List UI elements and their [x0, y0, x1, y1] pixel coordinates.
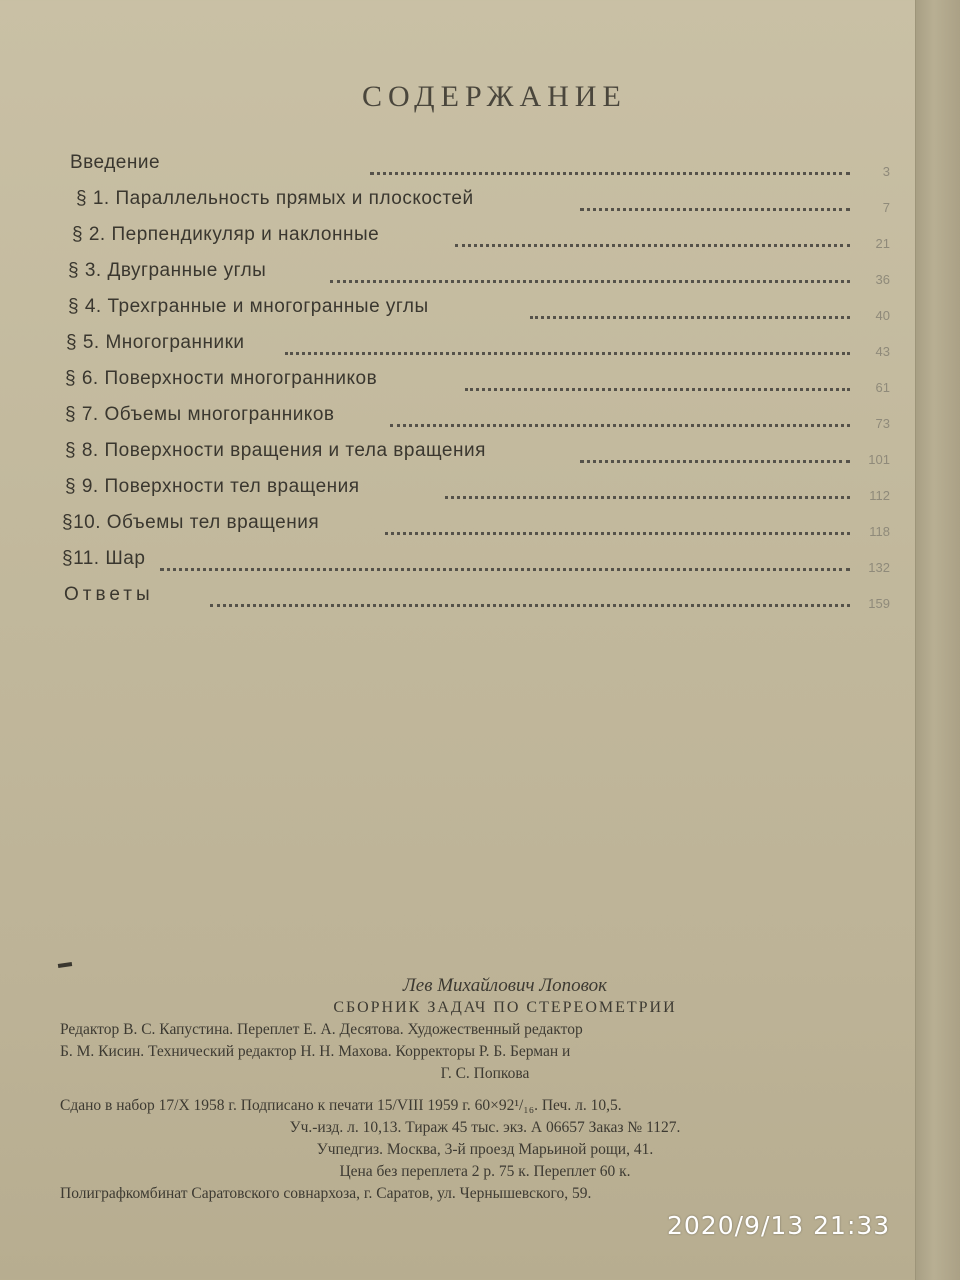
toc-entry: [60, 402, 890, 438]
toc-entry-page: 36: [875, 272, 890, 287]
imprint-print-line: Уч.-изд. л. 10,13. Тираж 45 тыс. экз. А 06657 Заказ № 1127.: [289, 1119, 681, 1136]
toc-entry-page: 40: [875, 308, 890, 323]
toc-entry-label: § 7. Объемы многогранников: [65, 404, 335, 425]
toc-entry-page: 101: [868, 452, 890, 467]
toc-entry-label: § 2. Перпендикуляр и наклонные: [72, 224, 380, 245]
toc-title: СОДЕРЖАНИЕ: [362, 80, 627, 113]
toc-entry: [60, 222, 890, 258]
toc-entry-label: § 6. Поверхности многогранников: [65, 368, 378, 389]
toc-entry: [60, 546, 890, 582]
toc-entry: [60, 294, 890, 330]
toc-leader-dots: [580, 440, 850, 463]
toc-entry-label: § 8. Поверхности вращения и тела вращения: [65, 440, 486, 461]
toc-entry-label: § 4. Трехгранные и многогранные углы: [68, 296, 429, 317]
toc-entry: [60, 510, 890, 546]
toc-entry-page: 159: [868, 596, 890, 611]
toc-entry-page: 112: [869, 488, 890, 503]
toc-leader-dots: [160, 548, 850, 571]
toc-leader-dots: [445, 476, 850, 499]
toc-leader-dots: [370, 152, 850, 175]
imprint-print-line: Сдано в набор 17/X 1958 г. Подписано к печати 15/VIII 1959 г. 60×92¹/₁₆. Печ. л. 10,5.: [60, 1097, 622, 1114]
toc-entry: [60, 582, 890, 618]
photo-timestamp: 2020/9/13 21:33: [667, 1211, 891, 1240]
toc-entry-label: Введение: [70, 152, 161, 173]
toc-entry: [60, 474, 890, 510]
toc-leader-dots: [210, 584, 850, 607]
toc-leader-dots: [455, 224, 850, 247]
toc-entry: [60, 366, 890, 402]
imprint-block: [60, 975, 910, 1205]
toc-leader-dots: [530, 296, 850, 319]
toc-leader-dots: [385, 512, 850, 535]
toc-entry-page: 118: [869, 524, 890, 539]
imprint-print-line: Учпедгиз. Москва, 3-й проезд Марьиной рощи, 41.: [316, 1141, 654, 1158]
toc-entry-page: 73: [875, 416, 890, 431]
imprint-author: Лев Михайлович Лоповок: [402, 975, 608, 996]
toc-entry-label: §10. Объемы тел вращения: [62, 512, 320, 533]
imprint-print-line: Цена без переплета 2 р. 75 к. Переплет 60 к.: [339, 1163, 631, 1180]
toc-entry-page: 21: [875, 236, 890, 251]
book-spine: [915, 0, 960, 1280]
toc-entry-page: 43: [875, 344, 890, 359]
toc-entry-label: § 5. Многогранники: [66, 332, 245, 353]
toc-entry: [60, 330, 890, 366]
toc-leader-dots: [330, 260, 850, 283]
toc-list: [60, 150, 890, 618]
print-mark: [58, 962, 72, 968]
toc-entry-label: §11. Шар: [62, 548, 146, 569]
toc-entry: [60, 186, 890, 222]
toc-entry-page: 61: [875, 380, 890, 395]
toc-leader-dots: [580, 188, 850, 211]
toc-entry-label: § 3. Двугранные углы: [68, 260, 267, 281]
imprint-editors-line: Г. С. Попкова: [440, 1065, 530, 1082]
toc-entry-page: 3: [882, 164, 890, 179]
toc-entry-label: § 9. Поверхности тел вращения: [65, 476, 360, 497]
imprint-editors-line: Б. М. Кисин. Технический редактор Н. Н. Махова. Корректоры Р. Б. Берман и: [60, 1043, 571, 1060]
toc-leader-dots: [390, 404, 850, 427]
imprint-print-line: Полиграфкомбинат Саратовского совнархоза, г. Саратов, ул. Чернышевского, 59.: [60, 1185, 592, 1202]
toc-entry-label: Ответы: [64, 584, 154, 605]
imprint-book-title: СБОРНИК ЗАДАЧ ПО СТЕРЕОМЕТРИИ: [333, 999, 677, 1016]
toc-entry: [60, 258, 890, 294]
toc-entry: [60, 438, 890, 474]
toc-entry-page: 7: [882, 200, 890, 215]
toc-leader-dots: [285, 332, 850, 355]
toc-entry-page: 132: [868, 560, 890, 575]
toc-entry: [60, 150, 890, 186]
toc-leader-dots: [465, 368, 850, 391]
toc-entry-label: § 1. Параллельность прямых и плоскостей: [76, 188, 474, 209]
imprint-editors-line: Редактор В. С. Капустина. Переплет Е. А. Десятова. Художественный редактор: [60, 1021, 583, 1038]
